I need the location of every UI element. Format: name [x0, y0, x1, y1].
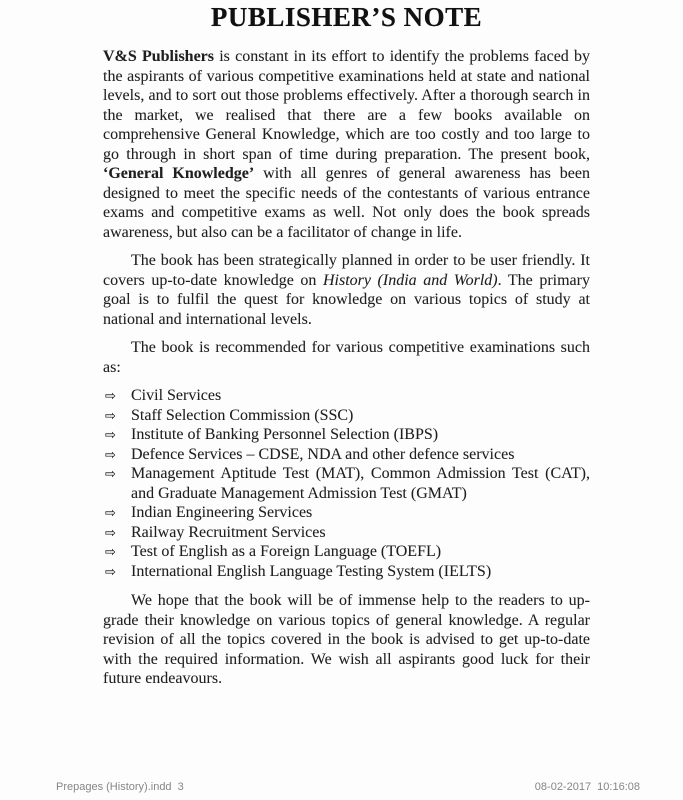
arrow-bullet-icon: ⇨ [105, 447, 116, 463]
exam-name: Railway Recruitment Services [131, 523, 326, 541]
exam-list-item [103, 523, 590, 543]
exam-list [103, 386, 590, 581]
arrow-bullet-icon: ⇨ [105, 389, 116, 404]
text-column [103, 0, 590, 698]
paragraph-planning-text-a: The book has been strategically planned in order to be user friendly. It covers up-to-date knowledge on [103, 252, 590, 289]
paragraph-planning-text-b: . The primary goal is to fulfil the quest for knowledge on various topics of study at national and international levels. [103, 271, 590, 328]
exam-name: International English Language Testing System (IELTS) [131, 562, 492, 580]
exam-name: Defence Services – CDSE, NDA and other defence services [131, 445, 515, 463]
paragraph-intro [103, 47, 590, 242]
book-title-bold: ‘General Knowledge’ [103, 165, 255, 182]
exam-name: Institute of Banking Personnel Selection (IBPS) [131, 426, 439, 443]
paragraph-recommendation: The book is recommended for various competitive examinations such as: [103, 339, 590, 376]
arrow-bullet-icon: ⇨ [105, 428, 116, 443]
exam-list-item [103, 562, 590, 582]
exam-list-item [103, 503, 590, 523]
exam-name: Management Aptitude Test (MAT), Common Admission Test (CAT), and Graduate Management Admission Test (GMAT) [131, 465, 590, 502]
exam-list-item [103, 445, 590, 465]
page-footer [0, 781, 683, 793]
footer-filename: Prepages (History).indd 3 [56, 781, 184, 793]
paragraph-intro-text-b: with all genres of general awareness has been designed to meet the specific needs of the contestants of various entrance exams and competitive exams as well. Not only does the book spreads awareness, but also can be a facilitator of change in life. [103, 165, 590, 241]
publisher-name: V&S Publishers [103, 48, 215, 65]
history-italic: History (India and World) [322, 271, 498, 289]
arrow-bullet-icon: ⇨ [105, 467, 116, 482]
exam-name: Test of English as a Foreign Language (TOEFL) [131, 543, 442, 560]
arrow-bullet-icon: ⇨ [105, 525, 116, 541]
exam-list-item [103, 542, 590, 562]
exam-name: Indian Engineering Services [131, 504, 313, 521]
page-title: PUBLISHER’S NOTE [210, 2, 483, 32]
exam-list-item [103, 425, 590, 445]
paragraph-closing: We hope that the book will be of immense help to the readers to up-grade their knowledge on various topics of general knowledge. A regular revision of all the topics covered in the book is advised to get up-to-date with the required information. We wish all aspirants good luck for their future endeavours. [103, 592, 590, 687]
exam-list-item [103, 406, 590, 426]
footer-timestamp: 08-02-2017 10:16:08 [534, 781, 640, 793]
arrow-bullet-icon: ⇨ [105, 506, 116, 521]
exam-name: Staff Selection Commission (SSC) [131, 406, 354, 424]
paragraph-intro-text-a: is constant in its effort to identify the problems faced by the aspirants of various competitive examinations held at state and national levels, and to sort out those problems effectively. After a thorough search in the market, we realised that there are a few books available on comprehensive General Knowledge, which are too costly and too large to go through in short span of time during preparation. The present book, [103, 48, 591, 163]
arrow-bullet-icon: ⇨ [105, 564, 116, 580]
paragraph-planning [103, 251, 590, 329]
exam-name: Civil Services [131, 387, 222, 404]
arrow-bullet-icon: ⇨ [105, 408, 116, 424]
exam-list-item [103, 464, 590, 503]
arrow-bullet-icon: ⇨ [105, 545, 116, 560]
exam-list-item [103, 386, 590, 406]
